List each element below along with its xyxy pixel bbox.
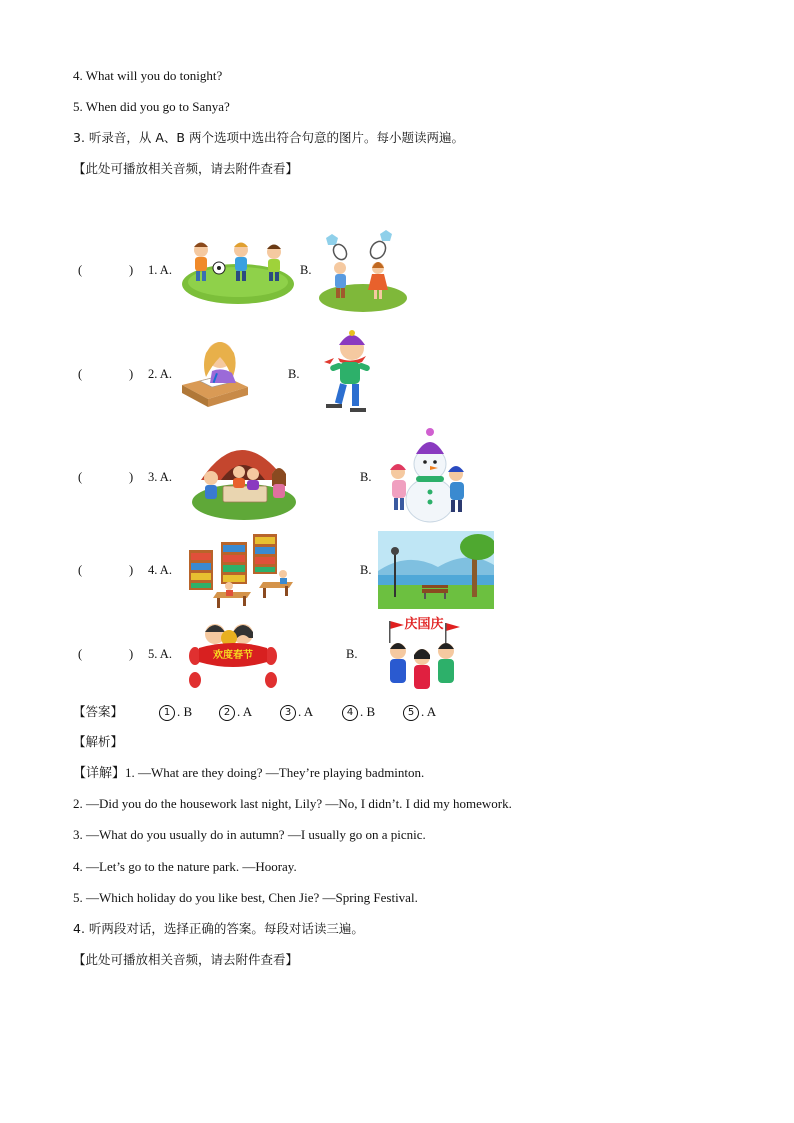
circled-number: 2 <box>219 705 235 721</box>
answer-paren-open[interactable]: ( <box>78 367 83 381</box>
spring-festival-banner-text: 欢度春节 <box>213 650 253 661</box>
children-making-snowman-image <box>384 428 470 524</box>
answer-value: . A <box>237 704 253 719</box>
national-day-banner-text: 庆国庆 <box>404 617 444 632</box>
answer-paren-open[interactable]: ( <box>78 470 83 484</box>
option-b-label: B. <box>360 470 372 484</box>
answer-paren-open[interactable]: ( <box>78 647 83 661</box>
option-b-label: B. <box>346 647 358 661</box>
answer-value: . A <box>421 704 437 719</box>
answer-value: . B <box>360 704 376 719</box>
answer-value: . B <box>177 704 193 719</box>
audio-note: 【此处可播放相关音频，请去附件查看】 <box>73 161 299 176</box>
answer-paren-close: ) <box>129 647 134 661</box>
answer-item-5 <box>403 702 436 722</box>
answer-paren-close: ) <box>129 263 134 277</box>
question-number: 5. A. <box>148 647 172 661</box>
boy-skating-image <box>310 330 376 416</box>
question-number: 1. A. <box>148 263 172 277</box>
children-playing-badminton-image <box>318 228 408 312</box>
circled-number: 4 <box>342 705 358 721</box>
option-b-label: B. <box>300 263 312 277</box>
answer-item-1 <box>159 702 192 722</box>
library-reading-room-image <box>187 530 299 610</box>
answer-value: . A <box>298 704 314 719</box>
question-5-text: 5. When did you go to Sanya? <box>73 99 230 114</box>
question-4-text: 4. What will you do tonight? <box>73 68 223 83</box>
analysis-detail-5: 5. —Which holiday do you like best, Chen Jie? —Spring Festival. <box>73 890 418 905</box>
analysis-detail-3: 3. —What do you usually do in autumn? —I usually go on a picnic. <box>73 827 426 842</box>
answer-paren-open[interactable]: ( <box>78 263 83 277</box>
circled-number: 5 <box>403 705 419 721</box>
audio-note-2: 【此处可播放相关音频，请去附件查看】 <box>73 952 299 967</box>
analysis-detail-1: 【详解】1. —What are they doing? —They’re playing badminton. <box>73 765 425 780</box>
answer-paren-open[interactable]: ( <box>78 563 83 577</box>
option-b-label: B. <box>288 367 300 381</box>
question-number: 3. A. <box>148 470 172 484</box>
answer-item-2 <box>219 702 252 722</box>
question-number: 2. A. <box>148 367 172 381</box>
circled-number: 3 <box>280 705 296 721</box>
question-number: 4. A. <box>148 563 172 577</box>
option-b-label: B. <box>360 563 372 577</box>
answer-label: 【答案】 <box>73 704 124 719</box>
circled-number: 1 <box>159 705 175 721</box>
answer-paren-close: ) <box>129 367 134 381</box>
answer-paren-close: ) <box>129 563 134 577</box>
section-3-instruction: 3. 听录音，从 A、B 两个选项中选出符合句意的图片。每小题读两遍。 <box>73 130 464 145</box>
answer-paren-close: ) <box>129 470 134 484</box>
girl-doing-homework-image <box>180 333 248 409</box>
family-picnic-image <box>191 430 297 522</box>
answer-item-3 <box>280 702 313 722</box>
analysis-heading: 【解析】 <box>73 734 124 749</box>
section-4-instruction: 4. 听两段对话，选择正确的答案。每段对话读三遍。 <box>73 921 364 936</box>
analysis-detail-4: 4. —Let’s go to the nature park. —Hooray. <box>73 859 297 874</box>
answer-item-4 <box>342 702 375 722</box>
children-playing-football-image <box>181 232 296 308</box>
nature-park-image <box>378 531 494 609</box>
analysis-detail-2: 2. —Did you do the housework last night, Lily? —No, I didn’t. I did my homework. <box>73 796 512 811</box>
